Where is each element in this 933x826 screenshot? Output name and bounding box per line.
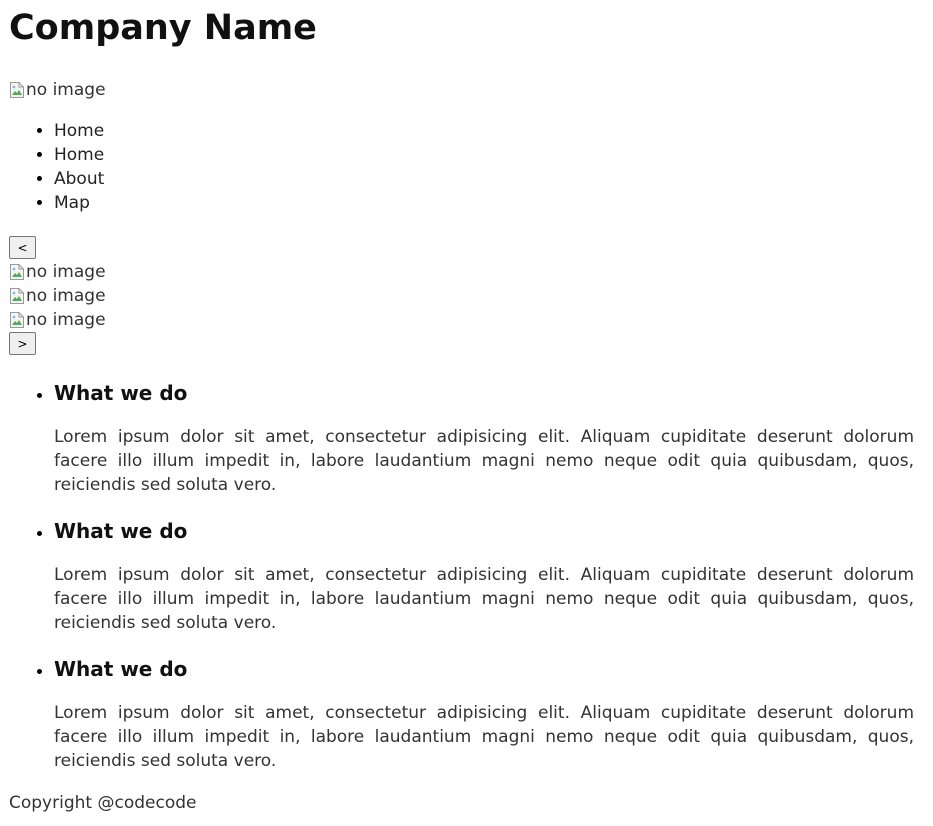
broken-image-icon	[10, 82, 24, 98]
nav-list	[9, 119, 914, 215]
logo-alt-text: no image	[26, 80, 106, 100]
feature-item	[54, 519, 914, 635]
slide-alt-text: no image	[26, 310, 106, 330]
prev-slide-button[interactable]: <	[9, 236, 36, 259]
feature-item	[54, 657, 914, 773]
main-nav	[9, 119, 914, 215]
slide-image[interactable]	[9, 284, 914, 308]
company-name: Company Name	[9, 8, 317, 48]
slide-image[interactable]	[9, 308, 914, 332]
nav-item-map[interactable]: • Map	[54, 191, 914, 215]
feature-body: Lorem ipsum dolor sit amet, consectetur adipisicing elit. Aliquam cupiditate deserunt dolorum facere illo illum impedit in, labore laudantium magni nemo neque odit quia quibusdam, quos, reiciendis sed soluta vero.	[54, 703, 914, 771]
footer-copyright: Copyright @codecode	[9, 793, 197, 813]
features-section	[9, 381, 914, 773]
nav-item-home[interactable]: • Home	[54, 119, 914, 143]
nav-item-home-2[interactable]: • Home	[54, 143, 914, 167]
slide-images	[9, 260, 914, 332]
broken-image-icon	[10, 312, 24, 328]
feature-title: • What we do	[54, 657, 188, 681]
slide-image[interactable]	[9, 260, 914, 284]
features-list	[9, 381, 914, 773]
nav-item-about[interactable]: • About	[54, 167, 914, 191]
image-slider	[9, 236, 914, 356]
feature-title: • What we do	[54, 519, 188, 543]
site-header	[9, 0, 914, 102]
slide-alt-text: no image	[26, 286, 106, 306]
slide-alt-text: no image	[26, 262, 106, 282]
feature-item	[54, 381, 914, 497]
feature-body: Lorem ipsum dolor sit amet, consectetur adipisicing elit. Aliquam cupiditate deserunt dolorum facere illo illum impedit in, labore laudantium magni nemo neque odit quia quibusdam, quos, reiciendis sed soluta vero.	[54, 427, 914, 495]
broken-image-icon	[10, 288, 24, 304]
broken-image-icon	[10, 264, 24, 280]
logo-image[interactable]	[9, 78, 914, 102]
next-slide-button[interactable]: >	[9, 332, 36, 355]
feature-title: • What we do	[54, 381, 188, 405]
feature-body: Lorem ipsum dolor sit amet, consectetur adipisicing elit. Aliquam cupiditate deserunt dolorum facere illo illum impedit in, labore laudantium magni nemo neque odit quia quibusdam, quos, reiciendis sed soluta vero.	[54, 565, 914, 633]
